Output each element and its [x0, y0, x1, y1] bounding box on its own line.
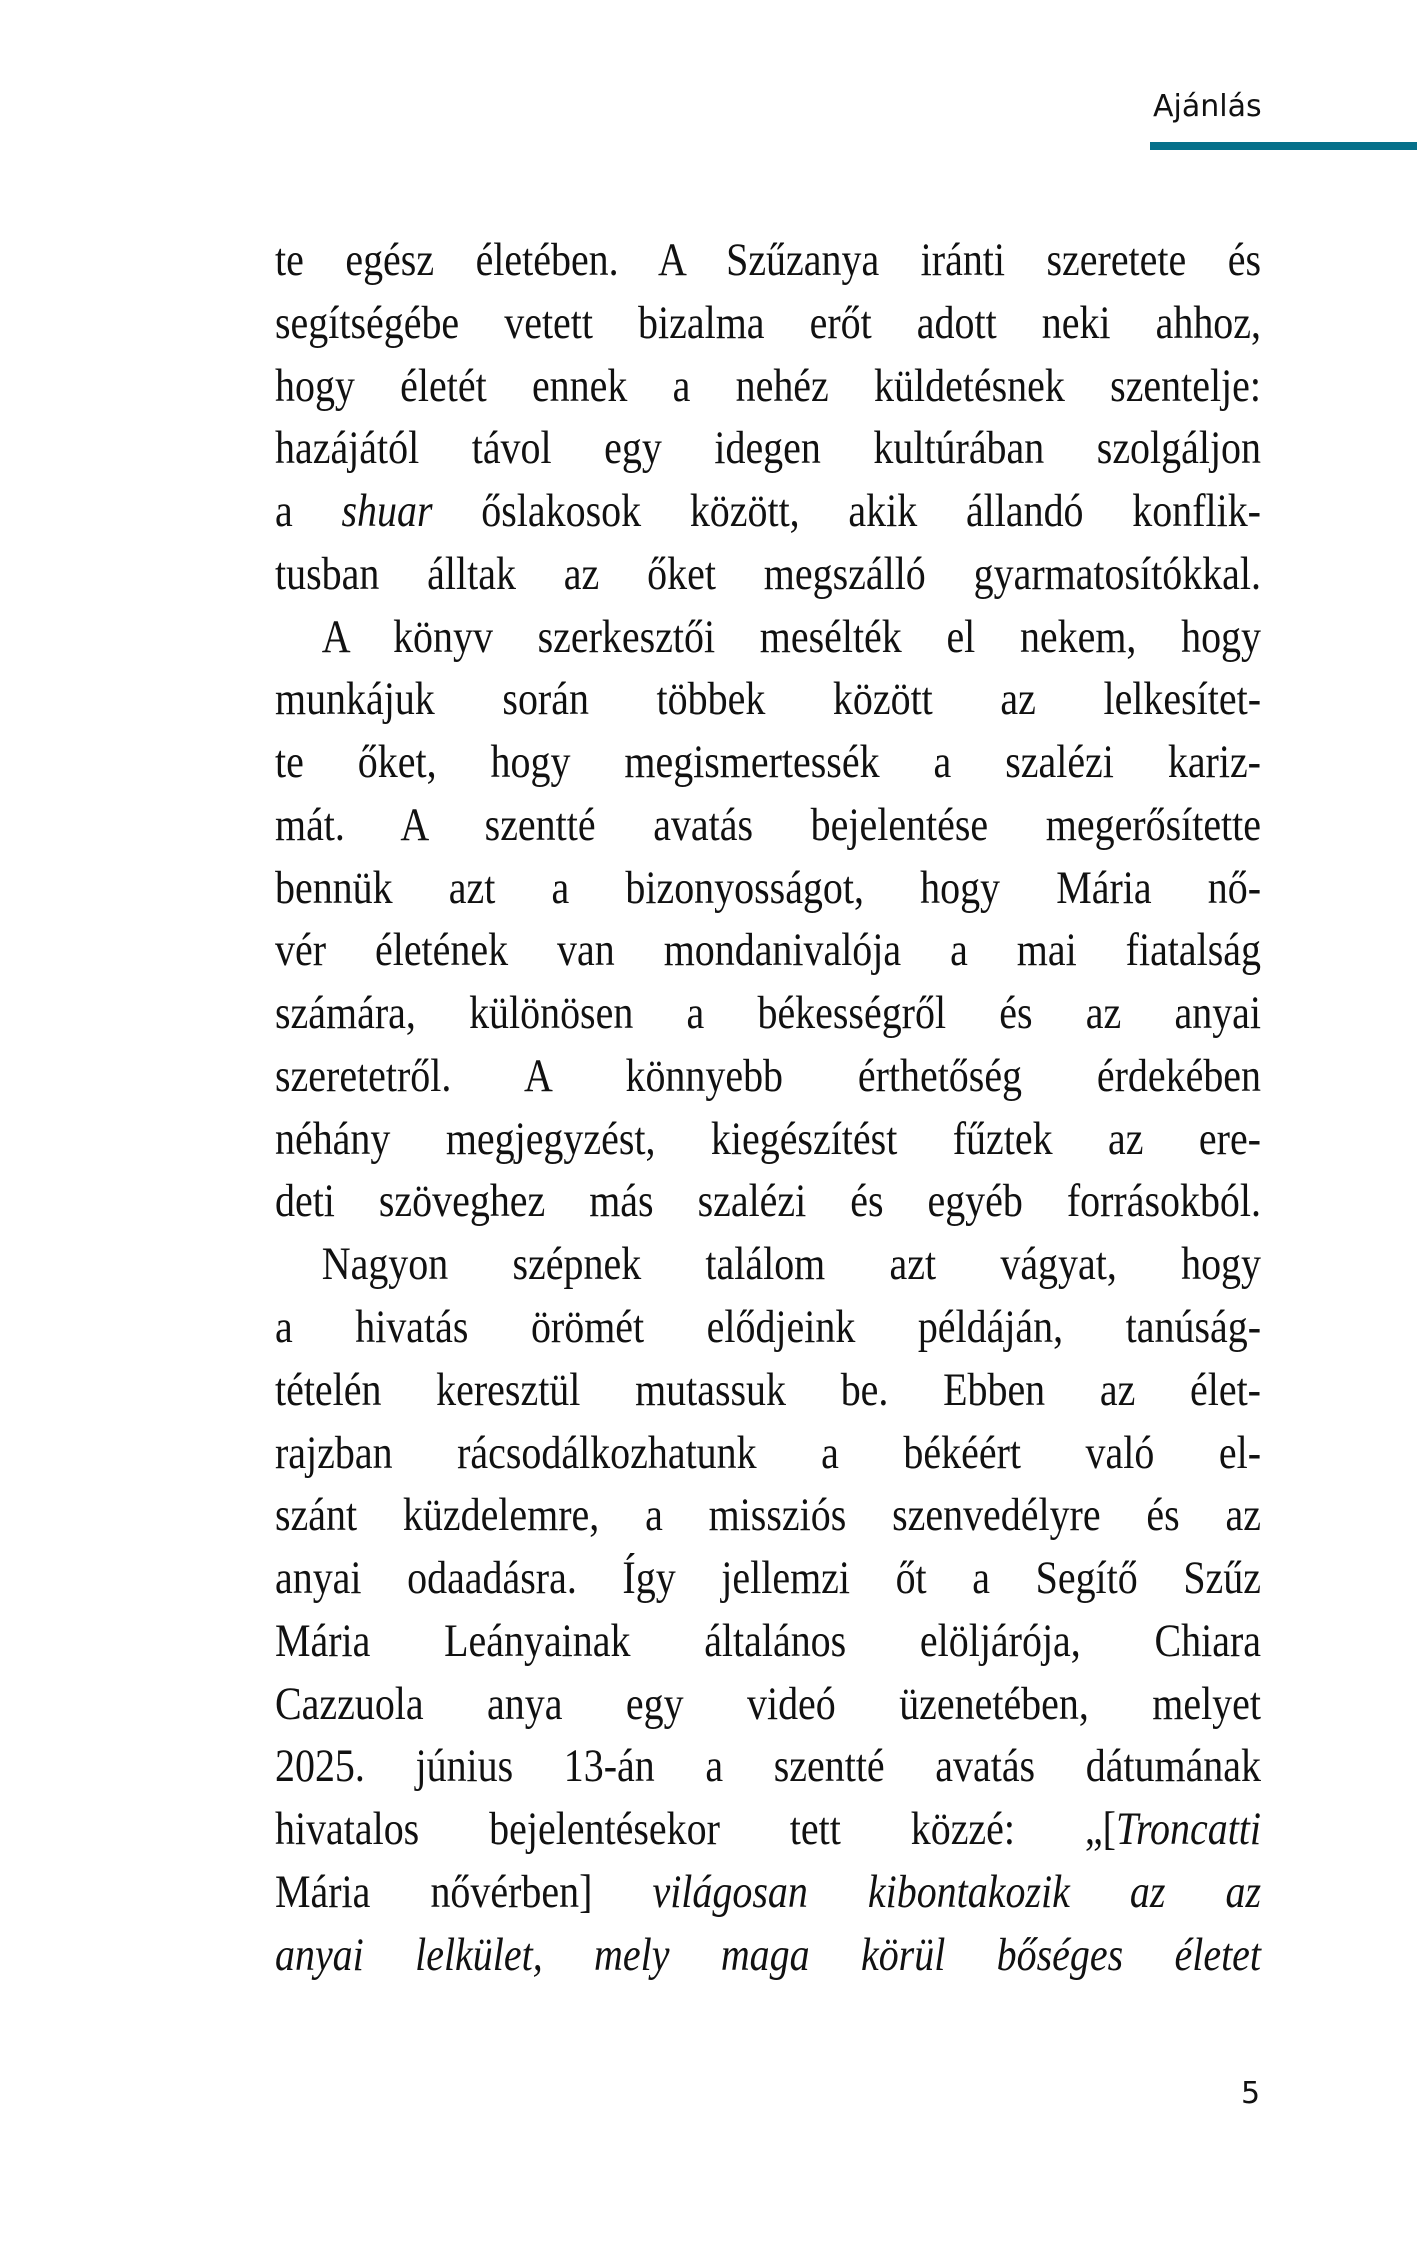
text-run: tételén keresztül mutassuk be. Ebben az élet- — [275, 1363, 1261, 1416]
text-run: 2025. június 13-án a szentté avatás dátumának — [275, 1740, 1261, 1793]
text-run: Nagyon szépnek találom azt vágyat, hogy — [321, 1238, 1261, 1291]
page-number: 5 — [1241, 2076, 1261, 2111]
text-line-content — [275, 1359, 1261, 1422]
text-line — [275, 1547, 1261, 1610]
text-run: Mária nővérben] — [275, 1865, 653, 1918]
text-line-content — [275, 919, 1261, 982]
text-line — [275, 229, 1261, 292]
text-run: hazájától távol egy idegen kultúrában szolgáljon — [275, 422, 1261, 475]
text-line-content — [275, 229, 1261, 292]
text-run: mát. A szentté avatás bejelentése megerősítette — [275, 798, 1261, 851]
text-line-content — [275, 1296, 1261, 1359]
text-line — [275, 1735, 1261, 1798]
text-line-content — [275, 1673, 1261, 1736]
text-run: néhány megjegyzést, kiegészítést fűztek az ere- — [275, 1112, 1261, 1165]
text-line-content — [275, 857, 1261, 920]
text-line — [275, 982, 1261, 1045]
text-line — [275, 292, 1261, 355]
text-run: számára, különösen a békességről és az anyai — [275, 987, 1261, 1040]
text-run: bennük azt a bizonyosságot, hogy Mária nő- — [275, 861, 1261, 914]
text-run: hivatalos bejelentésekor tett közzé: „[ — [275, 1803, 1116, 1856]
text-run: rajzban rácsodálkozhatunk a békéért való el- — [275, 1426, 1261, 1479]
text-line — [275, 857, 1261, 920]
text-line — [275, 606, 1261, 669]
italic-text: Troncatti — [1115, 1803, 1261, 1856]
text-run: a — [275, 485, 342, 538]
text-run: A könyv szerkesztői mesélték el nekem, hogy — [321, 610, 1261, 663]
text-run: tusban álltak az őket megszálló gyarmatosítókkal. — [275, 547, 1261, 600]
text-line-content — [275, 543, 1261, 606]
text-line-content — [275, 1547, 1261, 1610]
text-line-content — [275, 1798, 1261, 1861]
text-line-content — [275, 355, 1261, 418]
text-run: őslakosok között, akik állandó konflik- — [432, 485, 1261, 538]
text-line — [275, 1924, 1261, 1987]
text-line-content — [275, 1233, 1261, 1296]
text-line-content — [275, 982, 1261, 1045]
text-line — [275, 794, 1261, 857]
text-line — [275, 1610, 1261, 1673]
italic-text: shuar — [341, 485, 433, 538]
text-run: a hivatás örömét elődjeink példáján, tanúság- — [275, 1301, 1261, 1354]
running-head-accent-bar — [1150, 142, 1417, 150]
text-line-content — [275, 1610, 1261, 1673]
text-line-content — [275, 1861, 1261, 1924]
text-line — [275, 1861, 1261, 1924]
text-line — [275, 1422, 1261, 1485]
text-run: te őket, hogy megismertessék a szalézi kariz- — [275, 736, 1261, 789]
text-line-content — [275, 480, 1261, 543]
running-head-title: Ajánlás — [1153, 89, 1262, 124]
text-line — [275, 1673, 1261, 1736]
text-line-content — [275, 731, 1261, 794]
text-line-content — [275, 794, 1261, 857]
text-line-content — [275, 1484, 1261, 1547]
text-run: te egész életében. A Szűzanya iránti szeretete és — [275, 234, 1261, 286]
text-line — [275, 1798, 1261, 1861]
italic-text: világosan kibontakozik az az — [652, 1865, 1261, 1918]
text-line — [275, 1296, 1261, 1359]
text-line — [275, 1045, 1261, 1108]
text-line-content — [275, 606, 1261, 669]
text-line-content — [275, 1924, 1261, 1987]
text-line — [275, 1108, 1261, 1171]
text-line — [275, 417, 1261, 480]
text-line-content — [275, 1422, 1261, 1485]
text-line-content — [275, 1170, 1261, 1233]
text-run: anyai odaadásra. Így jellemzi őt a Segítő Szűz — [275, 1552, 1261, 1605]
text-line-content — [275, 292, 1261, 355]
text-line — [275, 480, 1261, 543]
text-run: hogy életét ennek a nehéz küldetésnek szentelje: — [275, 359, 1261, 412]
text-line — [275, 543, 1261, 606]
text-line-content — [275, 1045, 1261, 1108]
text-line — [275, 355, 1261, 418]
text-line — [275, 1359, 1261, 1422]
text-run: deti szöveghez más szalézi és egyéb forrásokból. — [275, 1175, 1261, 1228]
text-line — [275, 1170, 1261, 1233]
text-line — [275, 731, 1261, 794]
text-run: segítségébe vetett bizalma erőt adott neki ahhoz, — [275, 296, 1261, 349]
text-line — [275, 668, 1261, 731]
text-run: vér életének van mondanivalója a mai fiatalság — [275, 924, 1261, 977]
italic-text: anyai lelkület, mely maga körül bőséges életet — [275, 1928, 1261, 1981]
text-run: Cazzuola anya egy videó üzenetében, melyet — [275, 1677, 1261, 1730]
text-run: munkájuk során többek között az lelkesítet- — [275, 673, 1261, 726]
text-run: szeretetről. A könnyebb érthetőség érdekében — [275, 1049, 1261, 1102]
text-run: Mária Leányainak általános elöljárója, Chiara — [275, 1614, 1261, 1667]
text-line — [275, 919, 1261, 982]
body-text — [275, 229, 1261, 1986]
text-line — [275, 1233, 1261, 1296]
text-line — [275, 1484, 1261, 1547]
text-line-content — [275, 668, 1261, 731]
text-line-content — [275, 1735, 1261, 1798]
text-line-content — [275, 1108, 1261, 1171]
text-line-content — [275, 417, 1261, 480]
text-run: szánt küzdelemre, a missziós szenvedélyre és az — [275, 1489, 1261, 1542]
